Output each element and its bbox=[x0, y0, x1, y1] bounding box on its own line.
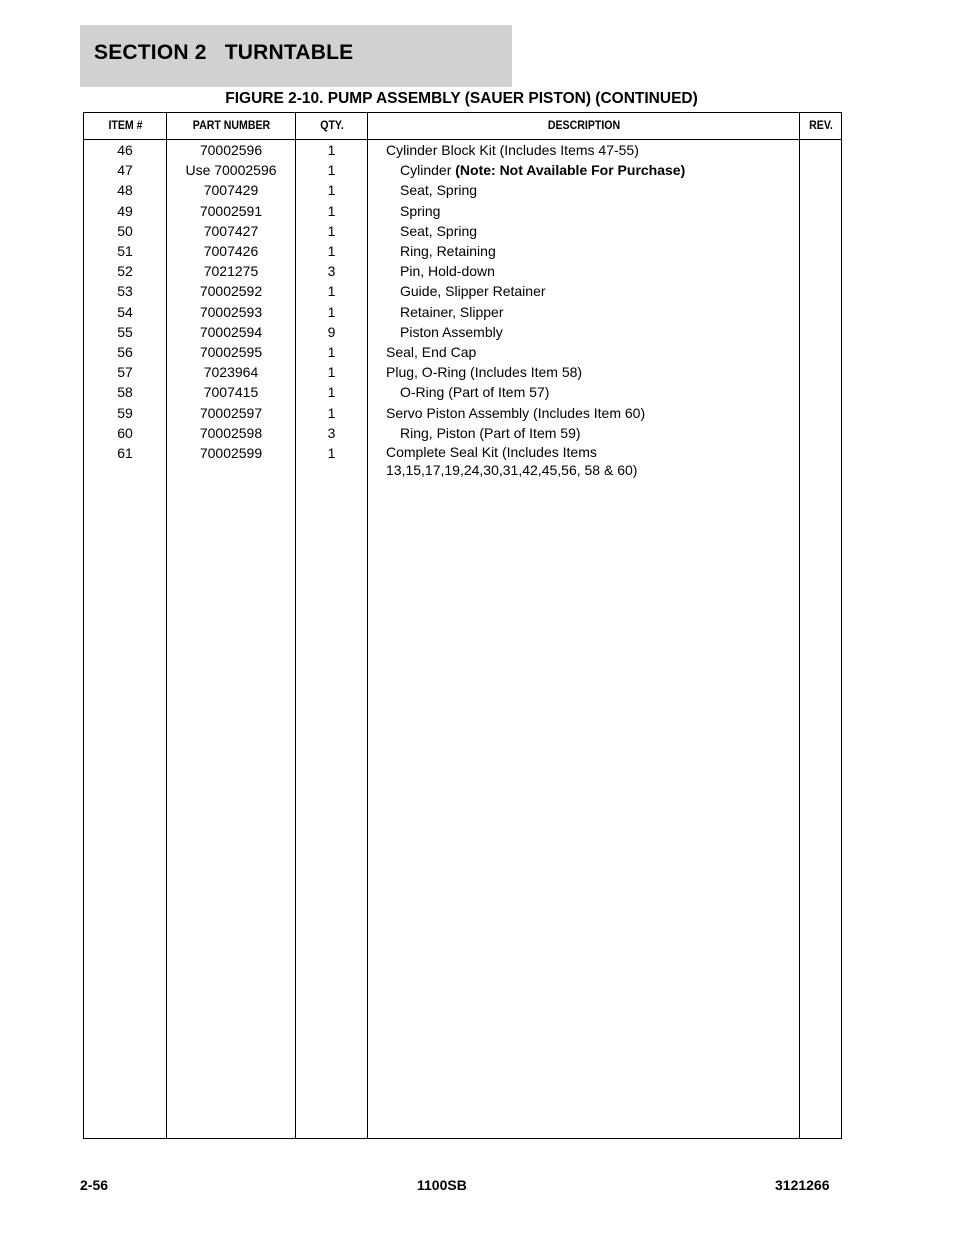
description-text: Complete Seal Kit (Includes Items 13,15,17,19,24,30,31,42,45,56, 58 & 60) bbox=[386, 444, 638, 479]
quantity: 3 bbox=[327, 263, 336, 280]
item-number: 50 bbox=[117, 222, 133, 239]
rev-column bbox=[800, 140, 842, 1139]
quantity: 1 bbox=[327, 445, 336, 462]
description-text: Seat, Spring bbox=[400, 222, 478, 239]
description-line bbox=[368, 261, 799, 281]
quantity: 1 bbox=[327, 243, 336, 260]
quantity: 1 bbox=[327, 344, 336, 361]
part-number: 7007426 bbox=[203, 243, 259, 260]
item-number: 53 bbox=[117, 283, 133, 300]
description-text: O-Ring (Part of Item 57) bbox=[400, 384, 550, 401]
description-line bbox=[368, 281, 799, 301]
description-line bbox=[368, 221, 799, 241]
item-number: 46 bbox=[117, 142, 133, 158]
item-number: 56 bbox=[117, 344, 133, 361]
item-number: 51 bbox=[117, 243, 133, 260]
description-line bbox=[368, 241, 799, 261]
qty-column bbox=[296, 140, 368, 1139]
col-header-qty: QTY. bbox=[298, 113, 364, 140]
document-number: 3121266 bbox=[775, 1177, 830, 1193]
description-text: Ring, Piston (Part of Item 59) bbox=[400, 424, 581, 441]
table-body-row bbox=[84, 140, 842, 1139]
parts-table bbox=[83, 112, 842, 1139]
item-number: 61 bbox=[117, 445, 133, 462]
description-text: Pin, Hold-down bbox=[400, 263, 495, 280]
item-number: 48 bbox=[117, 182, 133, 199]
item-number: 60 bbox=[117, 424, 133, 441]
description-text: Cylinder Block Kit (Includes Items 47-55) bbox=[386, 142, 639, 158]
description-line bbox=[368, 302, 799, 322]
part-number: 7023964 bbox=[203, 364, 259, 381]
quantity: 1 bbox=[327, 404, 336, 421]
quantity: 1 bbox=[327, 283, 336, 300]
quantity: 1 bbox=[327, 162, 336, 179]
description-line bbox=[368, 160, 799, 180]
quantity: 1 bbox=[327, 222, 336, 239]
item-number: 57 bbox=[117, 364, 133, 381]
description-line bbox=[368, 140, 799, 160]
quantity: 1 bbox=[327, 384, 336, 401]
description-text: Piston Assembly bbox=[400, 323, 503, 340]
item-number: 52 bbox=[117, 263, 133, 280]
description-line bbox=[368, 201, 799, 221]
description-line bbox=[368, 322, 799, 342]
description-text: Retainer, Slipper bbox=[400, 303, 504, 320]
item-number: 54 bbox=[117, 303, 133, 320]
figure-title: FIGURE 2-10. PUMP ASSEMBLY (SAUER PISTON) (CONTINUED) bbox=[225, 90, 698, 107]
part-number: 70002597 bbox=[199, 404, 263, 421]
part-number: 70002596 bbox=[199, 142, 263, 158]
item-number: 49 bbox=[117, 202, 133, 219]
item-number: 55 bbox=[117, 323, 133, 340]
col-header-item: ITEM # bbox=[87, 113, 163, 140]
item-column bbox=[84, 140, 167, 1139]
description-text: Cylinder bbox=[400, 162, 456, 179]
part-number: 70002591 bbox=[199, 202, 263, 219]
description-line bbox=[368, 342, 799, 362]
part-number: 70002599 bbox=[199, 445, 263, 462]
description-text: Guide, Slipper Retainer bbox=[400, 283, 546, 300]
part-number: 70002595 bbox=[199, 344, 263, 361]
description-note: (Note: Not Available For Purchase) bbox=[455, 162, 686, 179]
section-title: SECTION 2 TURNTABLE bbox=[94, 41, 354, 64]
part-number: 70002598 bbox=[199, 424, 263, 441]
description-text: Servo Piston Assembly (Includes Item 60) bbox=[386, 404, 646, 421]
quantity: 1 bbox=[327, 142, 336, 158]
description-line bbox=[368, 443, 799, 481]
section-header bbox=[80, 25, 512, 87]
description-column bbox=[368, 140, 800, 1139]
part-number: Use 70002596 bbox=[185, 162, 277, 179]
description-text: Ring, Retaining bbox=[400, 243, 496, 260]
quantity: 3 bbox=[327, 424, 336, 441]
part-number: 70002594 bbox=[199, 323, 263, 340]
col-header-rev: REV. bbox=[801, 113, 840, 140]
quantity: 1 bbox=[327, 182, 336, 199]
quantity: 9 bbox=[327, 323, 336, 340]
description-text: Plug, O-Ring (Includes Item 58) bbox=[386, 364, 583, 381]
quantity: 1 bbox=[327, 303, 336, 320]
description-line bbox=[368, 180, 799, 200]
description-line bbox=[368, 362, 799, 382]
part-number: 7007415 bbox=[203, 384, 259, 401]
part-number: 70002593 bbox=[199, 303, 263, 320]
quantity: 1 bbox=[327, 364, 336, 381]
description-text: Spring bbox=[400, 202, 441, 219]
item-number: 47 bbox=[117, 162, 133, 179]
description-line bbox=[368, 382, 799, 402]
part-number: 7021275 bbox=[203, 263, 259, 280]
description-text: Seat, Spring bbox=[400, 182, 478, 199]
description-line bbox=[368, 423, 799, 443]
description-text: Seal, End Cap bbox=[386, 344, 477, 361]
part-number: 70002592 bbox=[199, 283, 263, 300]
part-number: 7007429 bbox=[203, 182, 259, 199]
model-name: 1100SB bbox=[417, 1177, 467, 1193]
table-header-row bbox=[84, 113, 842, 140]
item-number: 58 bbox=[117, 384, 133, 401]
quantity: 1 bbox=[327, 202, 336, 219]
description-line bbox=[368, 403, 799, 423]
part-number: 7007427 bbox=[203, 222, 259, 239]
page-number: 2-56 bbox=[80, 1177, 109, 1193]
part-number-column bbox=[167, 140, 296, 1139]
col-header-part-number: PART NUMBER bbox=[172, 113, 291, 140]
col-header-description: DESCRIPTION bbox=[385, 113, 782, 140]
item-number: 59 bbox=[117, 404, 133, 421]
